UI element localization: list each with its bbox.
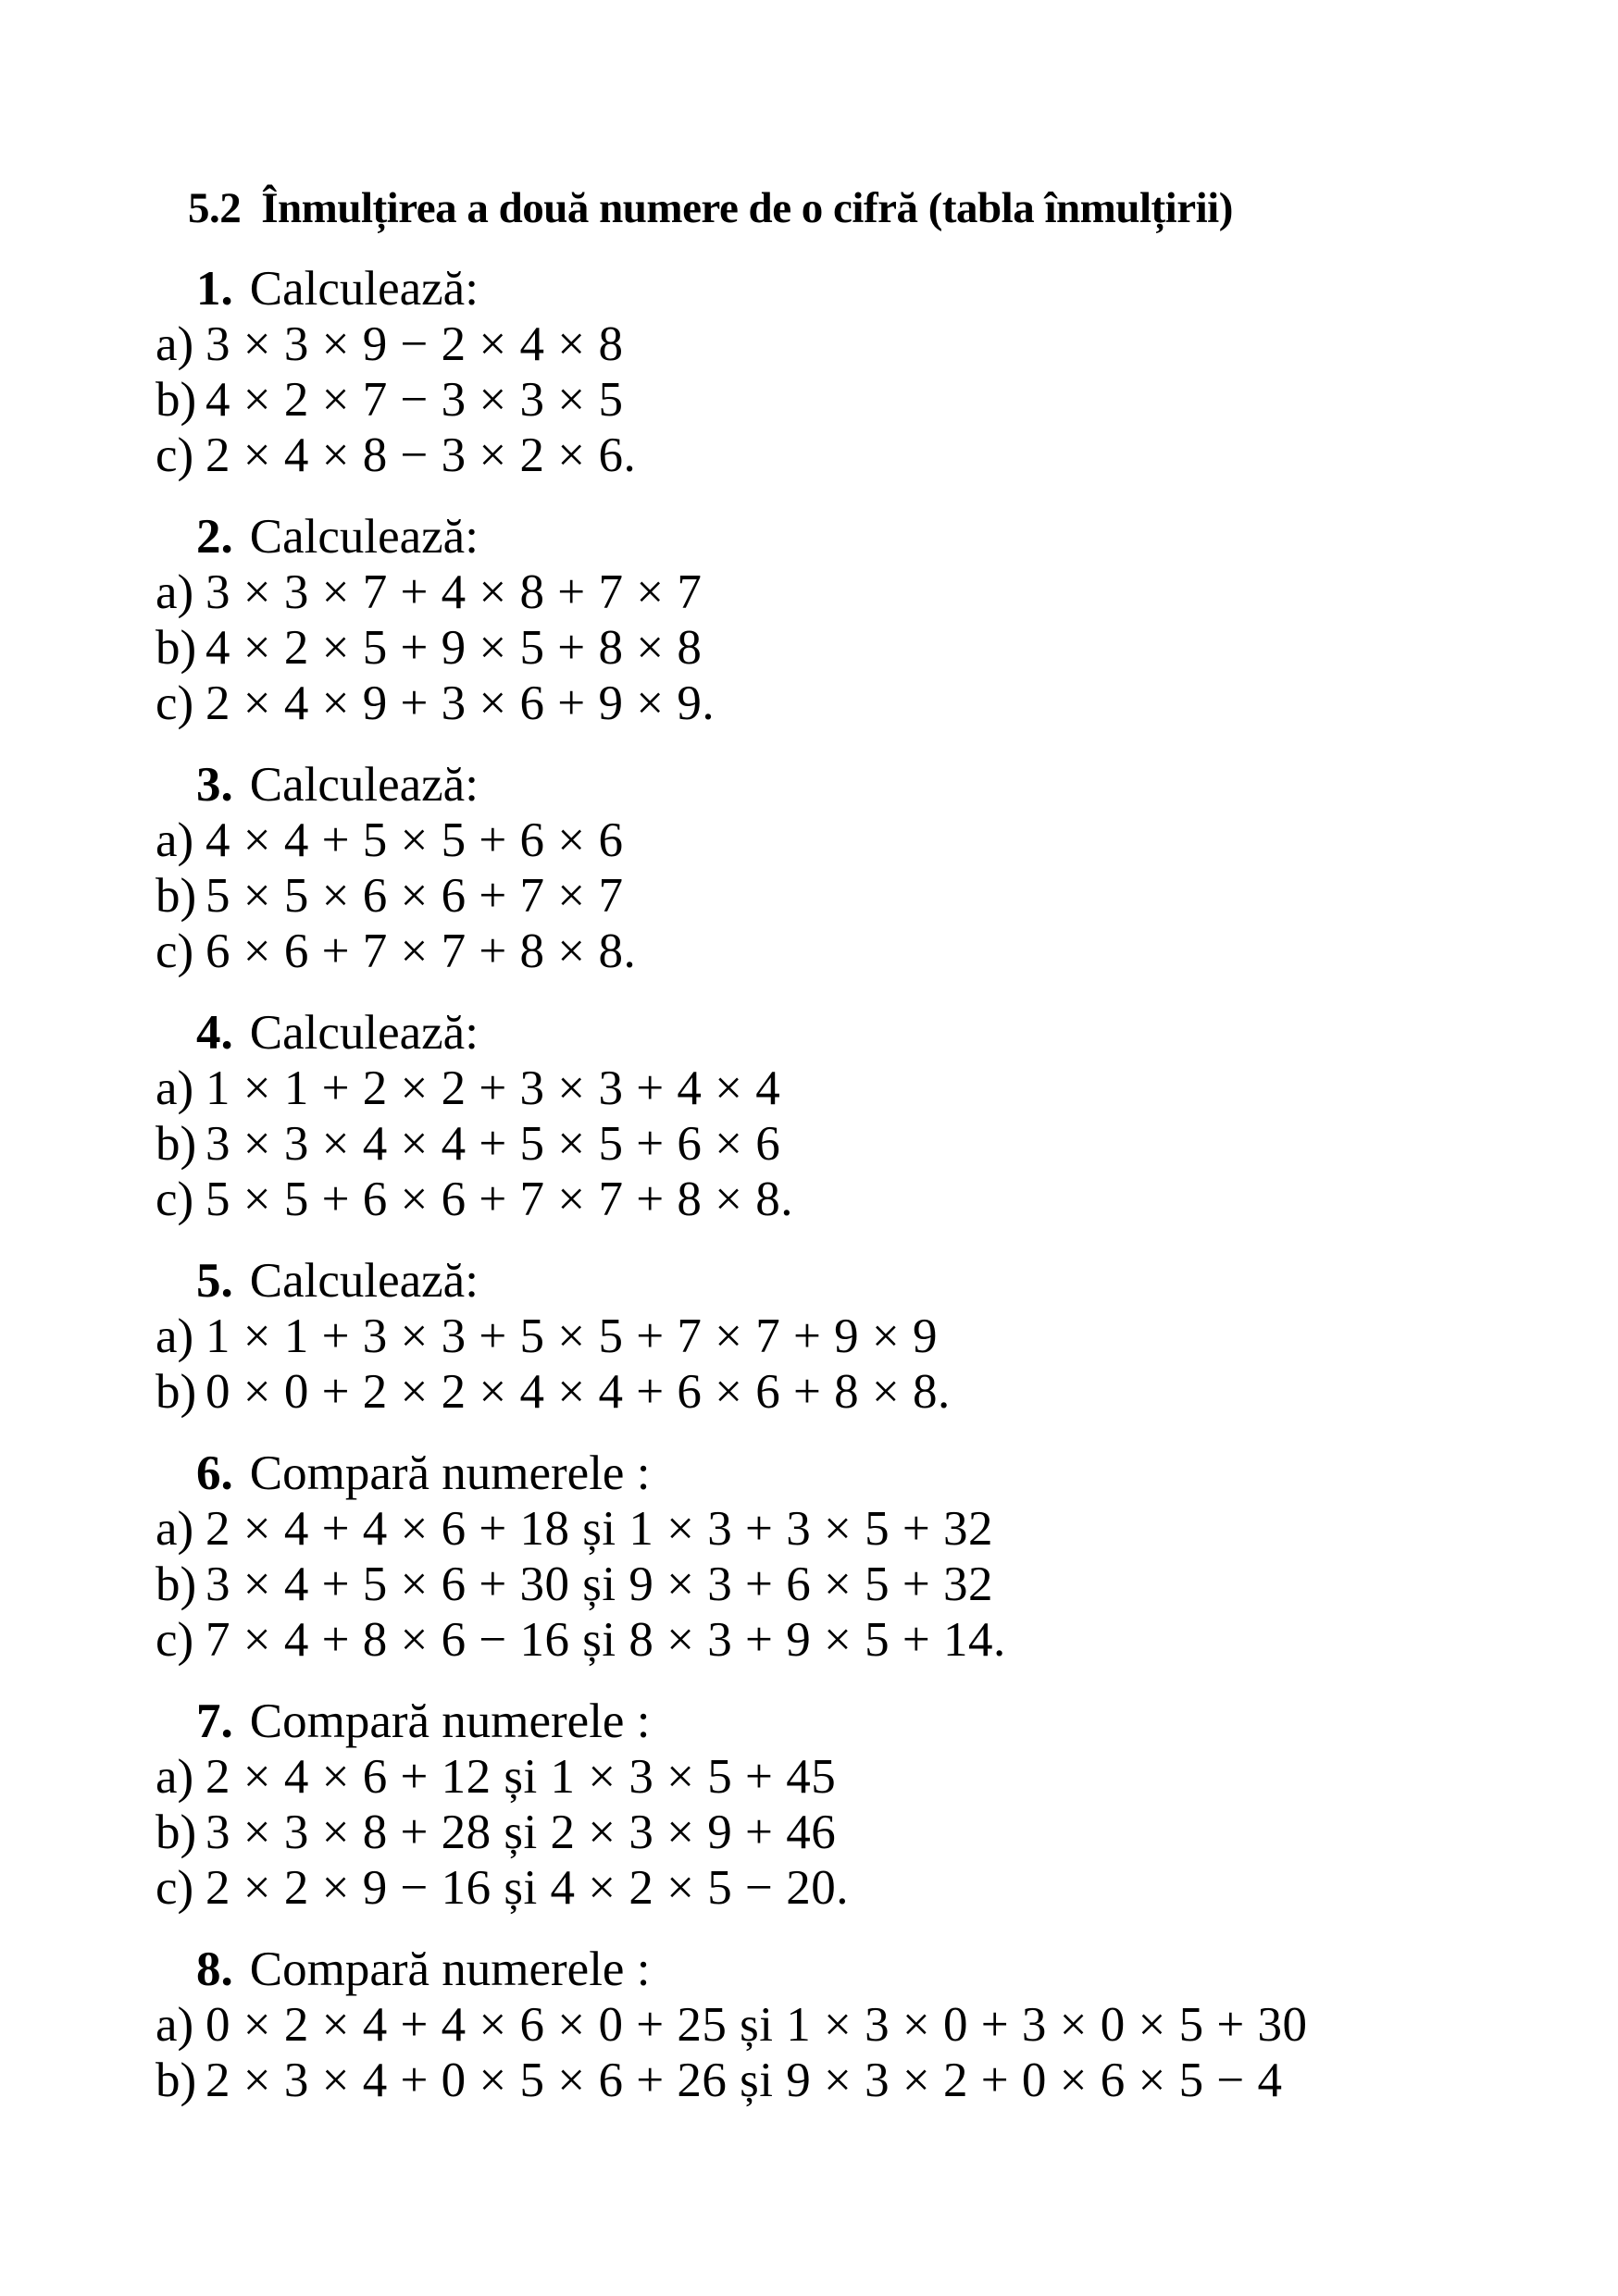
item-expression: 7 × 4 + 8 × 6 − 16 și 8 × 3 + 9 × 5 + 14. — [205, 1613, 1006, 1667]
exercise-item — [0, 1061, 1618, 1116]
item-label: b) — [156, 2054, 197, 2107]
exercise-header — [0, 1253, 1618, 1309]
item-label: c) — [156, 1173, 194, 1226]
item-label: a) — [156, 1998, 194, 2052]
exercise-item — [0, 1997, 1618, 2053]
exercise-header — [0, 261, 1618, 316]
exercise-item — [0, 1309, 1618, 1364]
item-label: b) — [156, 1117, 197, 1171]
exercise-item — [0, 924, 1618, 979]
exercise-header — [0, 509, 1618, 565]
item-expression: 2 × 4 × 8 − 3 × 2 × 6. — [205, 428, 637, 482]
item-label: c) — [156, 1861, 194, 1915]
exercise-prompt: Calculează: — [249, 510, 479, 564]
item-label: c) — [156, 1613, 194, 1667]
item-label: a) — [156, 1502, 194, 1556]
exercise-item — [0, 1612, 1618, 1668]
exercise-prompt: Compară numerele : — [249, 1694, 651, 1748]
exercise-prompt: Calculează: — [249, 758, 479, 812]
exercise-item — [0, 1116, 1618, 1172]
item-expression: 2 × 4 × 9 + 3 × 6 + 9 × 9. — [205, 676, 716, 730]
page-title — [0, 181, 1618, 235]
item-expression: 5 × 5 + 6 × 6 + 7 × 7 + 8 × 8. — [205, 1173, 793, 1226]
item-label: a) — [156, 565, 194, 619]
exercise-number: 2. — [196, 510, 233, 564]
exercise-prompt: Calculează: — [249, 1254, 479, 1308]
item-expression: 1 × 1 + 2 × 2 + 3 × 3 + 4 × 4 — [205, 1061, 781, 1115]
exercise-prompt: Calculează: — [249, 1006, 479, 1060]
page-title-text: Înmulțirea a două numere de o cifră (tabla înmulțirii) — [261, 184, 1233, 232]
item-expression: 2 × 2 × 9 − 16 și 4 × 2 × 5 − 20. — [205, 1861, 849, 1915]
exercise-1 — [0, 261, 1618, 483]
exercise-item — [0, 2053, 1618, 2108]
exercise-8 — [0, 1942, 1618, 2108]
exercise-item — [0, 1364, 1618, 1420]
item-label: a) — [156, 317, 194, 371]
item-expression: 3 × 4 + 5 × 6 + 30 și 9 × 3 + 6 × 5 + 32 — [205, 1558, 993, 1611]
exercise-2 — [0, 509, 1618, 731]
exercise-item — [0, 1557, 1618, 1612]
item-label: b) — [156, 1806, 197, 1859]
exercise-header — [0, 1446, 1618, 1501]
exercise-7 — [0, 1694, 1618, 1916]
item-label: b) — [156, 869, 197, 923]
item-label: b) — [156, 621, 197, 675]
item-label: a) — [156, 1750, 194, 1804]
item-label: c) — [156, 925, 194, 978]
exercise-number: 7. — [196, 1694, 233, 1748]
item-expression: 5 × 5 × 6 × 6 + 7 × 7 — [205, 869, 624, 923]
item-expression: 3 × 3 × 9 − 2 × 4 × 8 — [205, 317, 624, 371]
exercise-header — [0, 1005, 1618, 1061]
exercise-5 — [0, 1253, 1618, 1420]
exercise-item — [0, 1805, 1618, 1860]
exercise-number: 6. — [196, 1446, 233, 1500]
exercise-item — [0, 620, 1618, 676]
exercise-number: 4. — [196, 1006, 233, 1060]
item-expression: 6 × 6 + 7 × 7 + 8 × 8. — [205, 925, 637, 978]
item-label: c) — [156, 428, 194, 482]
exercise-prompt: Calculează: — [249, 262, 479, 316]
exercise-item — [0, 868, 1618, 924]
exercise-4 — [0, 1005, 1618, 1227]
exercise-item — [0, 1749, 1618, 1805]
exercise-prompt: Compară numerele : — [249, 1446, 651, 1500]
item-expression: 2 × 4 + 4 × 6 + 18 și 1 × 3 + 3 × 5 + 32 — [205, 1502, 993, 1556]
section-number: 5.2 — [188, 184, 242, 232]
exercise-item — [0, 676, 1618, 731]
exercise-item — [0, 813, 1618, 868]
item-label: c) — [156, 676, 194, 730]
exercise-item — [0, 1172, 1618, 1227]
exercise-item — [0, 565, 1618, 620]
item-expression: 0 × 2 × 4 + 4 × 6 × 0 + 25 și 1 × 3 × 0 + 3 × 0 × 5 + 30 — [205, 1998, 1308, 2052]
exercise-number: 5. — [196, 1254, 233, 1308]
item-expression: 4 × 2 × 5 + 9 × 5 + 8 × 8 — [205, 621, 703, 675]
item-expression: 2 × 3 × 4 + 0 × 5 × 6 + 26 și 9 × 3 × 2 + 0 × 6 × 5 − 4 — [205, 2054, 1283, 2107]
item-expression: 1 × 1 + 3 × 3 + 5 × 5 + 7 × 7 + 9 × 9 — [205, 1309, 939, 1363]
exercise-item — [0, 372, 1618, 428]
item-label: b) — [156, 373, 197, 427]
item-label: b) — [156, 1365, 197, 1419]
item-label: b) — [156, 1558, 197, 1611]
exercise-item — [0, 316, 1618, 372]
exercise-3 — [0, 757, 1618, 979]
exercise-number: 3. — [196, 758, 233, 812]
exercise-header — [0, 1694, 1618, 1749]
exercise-number: 1. — [196, 262, 233, 316]
item-expression: 3 × 3 × 8 + 28 și 2 × 3 × 9 + 46 — [205, 1806, 837, 1859]
item-expression: 2 × 4 × 6 + 12 și 1 × 3 × 5 + 45 — [205, 1750, 837, 1804]
item-expression: 3 × 3 × 4 × 4 + 5 × 5 + 6 × 6 — [205, 1117, 781, 1171]
exercise-item — [0, 1501, 1618, 1557]
exercise-number: 8. — [196, 1942, 233, 1996]
item-label: a) — [156, 1061, 194, 1115]
item-expression: 4 × 2 × 7 − 3 × 3 × 5 — [205, 373, 624, 427]
exercise-item — [0, 1860, 1618, 1916]
exercise-header — [0, 1942, 1618, 1997]
item-label: a) — [156, 1309, 194, 1363]
item-expression: 4 × 4 + 5 × 5 + 6 × 6 — [205, 813, 624, 867]
exercise-prompt: Compară numerele : — [249, 1942, 651, 1996]
item-label: a) — [156, 813, 194, 867]
exercise-item — [0, 428, 1618, 483]
exercise-header — [0, 757, 1618, 813]
exercise-6 — [0, 1446, 1618, 1668]
item-expression: 0 × 0 + 2 × 2 × 4 × 4 + 6 × 6 + 8 × 8. — [205, 1365, 951, 1419]
item-expression: 3 × 3 × 7 + 4 × 8 + 7 × 7 — [205, 565, 703, 619]
